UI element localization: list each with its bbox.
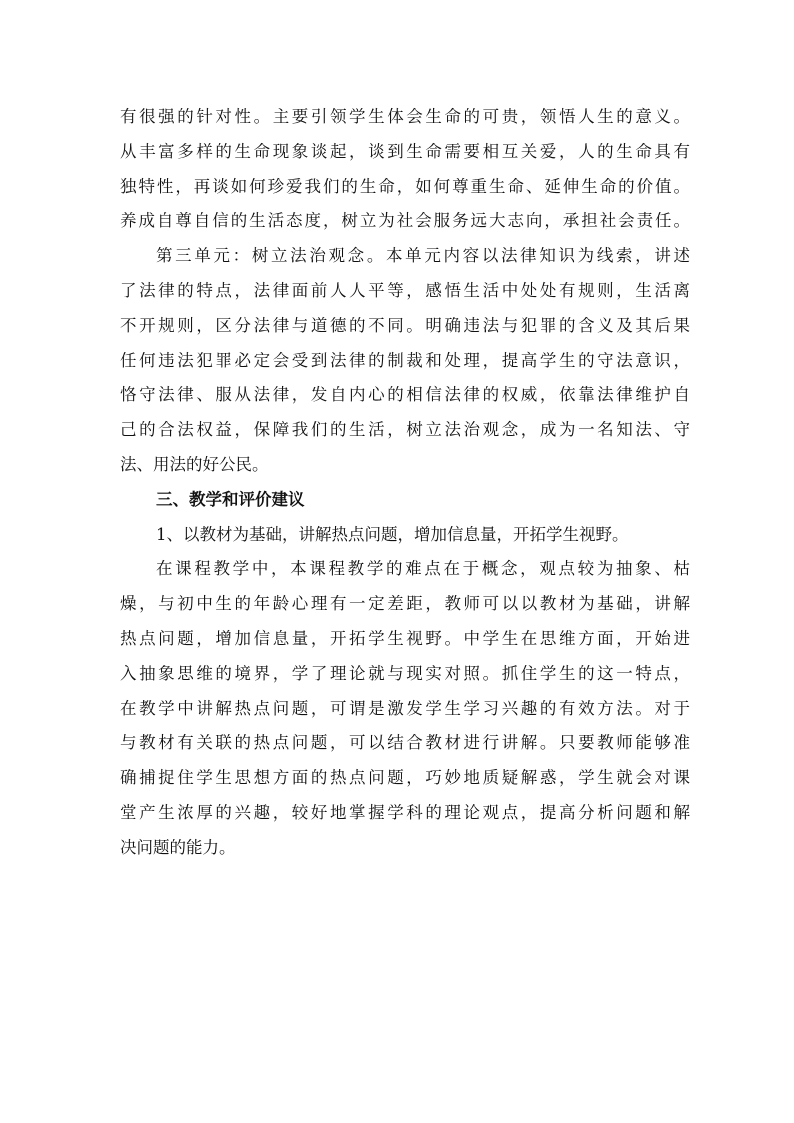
text-line: 己的合法权益，保障我们的生活，树立法治观念，成为一名知法、守 (120, 420, 690, 440)
text-line: 1、以教材为基础，讲解热点问题，增加信息量，开拓学生视野。 (156, 524, 629, 544)
text-line: 恪守法律、服从法律，发自内心的相信法律的权威，依靠法律维护自 (120, 385, 690, 405)
text-line: 热点问题，增加信息量，开拓学生视野。中学生在思维方面，开始进 (120, 628, 690, 648)
text-line: 独特性，再谈如何珍爱我们的生命，如何尊重生命、延伸生命的价值。 (120, 176, 690, 196)
paragraph-unit-three (120, 239, 690, 483)
text-line: 堂产生浓厚的兴趣，较好地掌握学科的理论观点，提高分析问题和解 (120, 802, 690, 822)
text-line: 法、用法的好公民。 (120, 454, 269, 474)
document-body (120, 100, 690, 866)
text-line: 任何违法犯罪必定会受到法律的制裁和处理，提高学生的守法意识， (120, 350, 690, 370)
text-line: 与教材有关联的热点问题，可以结合教材进行讲解。只要教师能够准 (120, 733, 690, 753)
text-line: 在教学中讲解热点问题，可谓是激发学生学习兴趣的有效方法。对于 (120, 698, 690, 718)
text-line: 了法律的特点，法律面前人人平等，感悟生活中处处有规则，生活离 (120, 280, 690, 300)
text-line: 燥，与初中生的年龄心理有一定差距，教师可以以教材为基础，讲解 (120, 594, 690, 614)
text-line: 从丰富多样的生命现象谈起，谈到生命需要相互关爱，人的生命具有 (120, 141, 690, 161)
text-line: 决问题的能力。 (120, 837, 236, 857)
text-line: 第三单元：树立法治观念。本单元内容以法律知识为线索，讲述 (156, 246, 690, 266)
text-line: 有很强的针对性。主要引领学生体会生命的可贵，领悟人生的意义。 (120, 107, 690, 126)
paragraph-point-one (120, 518, 690, 553)
section-heading (120, 483, 690, 518)
text-line: 在课程教学中，本课程教学的难点在于概念，观点较为抽象、枯 (156, 559, 690, 579)
paragraph-life-unit (120, 100, 690, 239)
paragraph-teaching (120, 552, 690, 865)
text-line: 养成自尊自信的生活态度，树立为社会服务远大志向，承担社会责任。 (120, 211, 690, 231)
text-line: 入抽象思维的境界，学了理论就与现实对照。抓住学生的这一特点， (120, 663, 690, 683)
text-line: 确捕捉住学生思想方面的热点问题，巧妙地质疑解惑，学生就会对课 (120, 768, 690, 788)
text-line: 不开规则，区分法律与道德的不同。明确违法与犯罪的含义及其后果 (120, 315, 690, 335)
section-heading-text: 三、教学和评价建议 (156, 489, 305, 509)
